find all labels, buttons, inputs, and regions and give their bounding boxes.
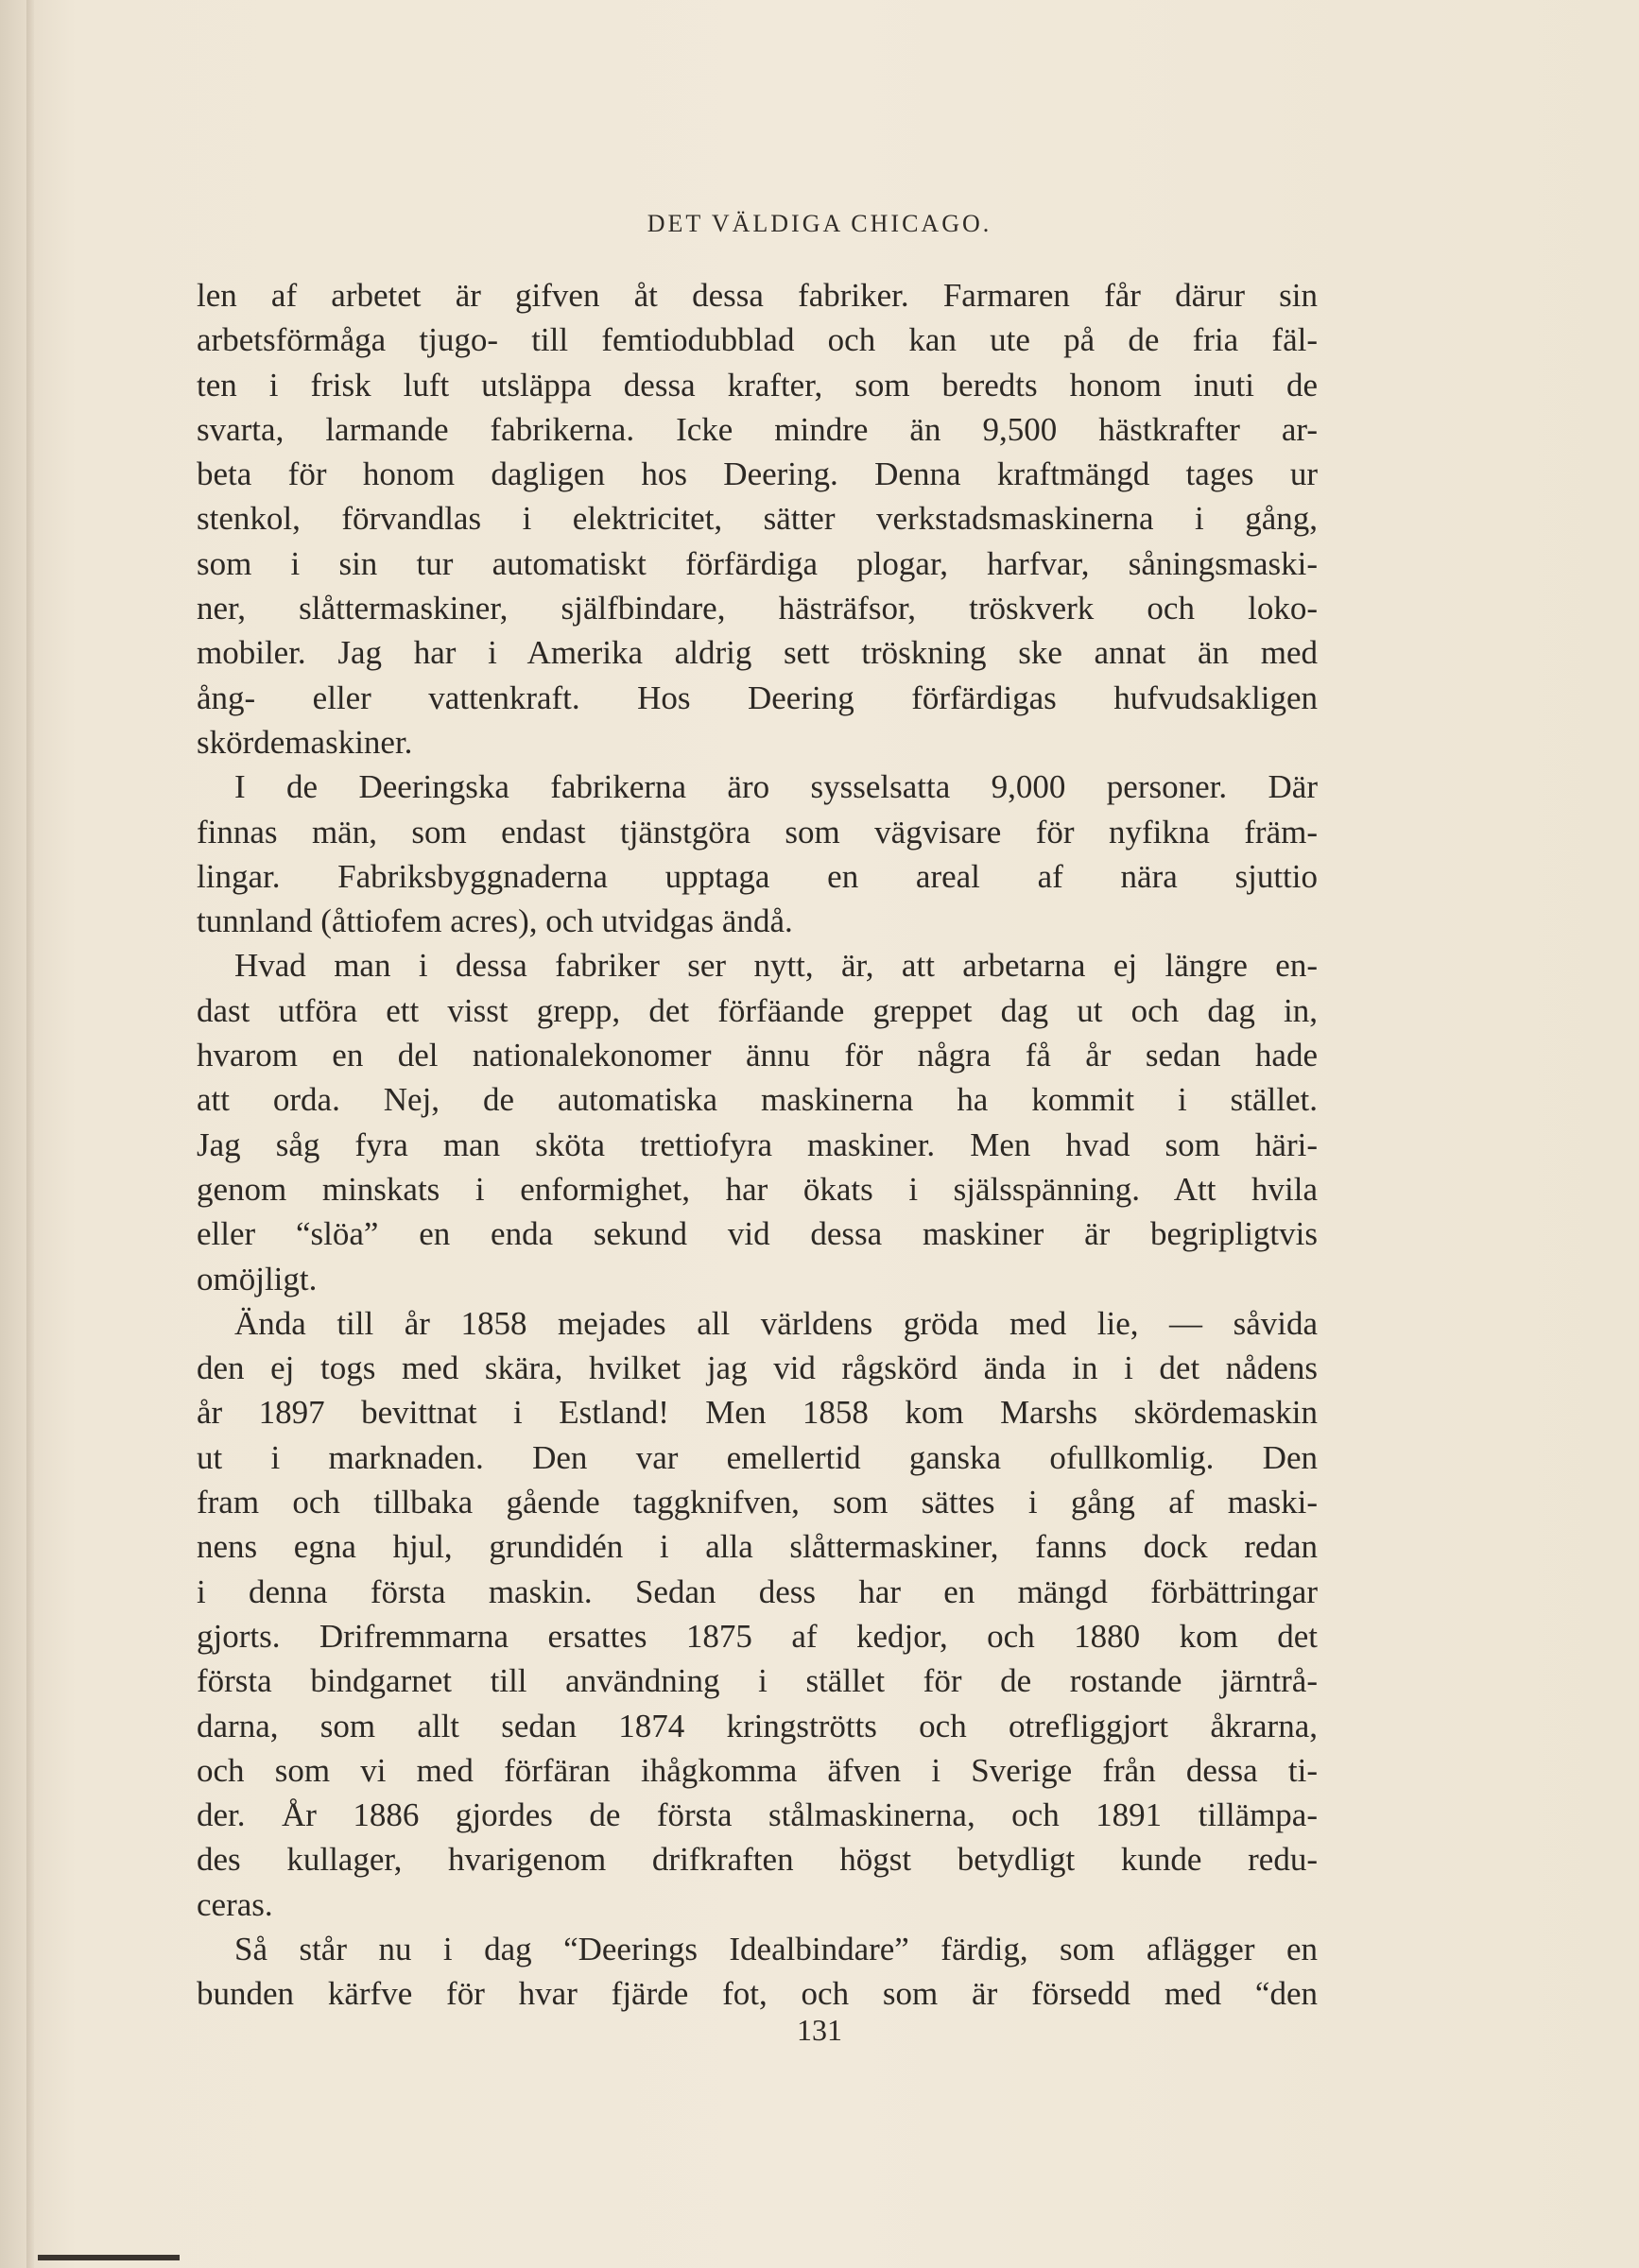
text-line: år 1897 bevittnat i Estland! Men 1858 kom Marshs skördemaskin (197, 1394, 1318, 1432)
text-line: nens egna hjul, grundidén i alla slåttermaskiner, fanns dock redan (197, 1528, 1318, 1566)
text-line: skördemaskiner. (197, 723, 413, 761)
text-line: fram och tillbaka gående taggknifven, som sättes i gång af maski- (197, 1484, 1318, 1521)
text-line: hvarom en del nationalekonomer ännu för några få år sedan hade (197, 1037, 1318, 1074)
text-line: mobiler. Jag har i Amerika aldrig sett tröskning ske annat än med (197, 634, 1318, 672)
text-line: Jag såg fyra man sköta trettiofyra maskiner. Men hvad som häri- (197, 1125, 1318, 1163)
body-text (197, 273, 1318, 2017)
page-edge-mark (38, 2255, 180, 2260)
text-line: len af arbetet är gifven åt dessa fabriker. Farmaren får därur sin (197, 277, 1318, 314)
text-line: arbetsförmåga tjugo- till femtiodubblad och kan ute på de fria fäl- (197, 321, 1318, 359)
text-line: svarta, larmande fabrikerna. Icke mindre än 9,500 hästkrafter ar- (197, 410, 1318, 448)
text-line: omöjligt. (197, 1260, 318, 1297)
text-line: genom minskats i enformighet, har ökats i själsspänning. Att hvila (197, 1170, 1318, 1208)
text-line: gjorts. Drifremmarna ersattes 1875 af kedjor, och 1880 kom det (197, 1617, 1318, 1655)
text-line: darna, som allt sedan 1874 kringströtts och otrefliggjort åkrarna, (197, 1707, 1318, 1744)
page-gutter-shadow (26, 0, 34, 2268)
text-line: ten i frisk luft utsläppa dessa krafter, som beredts honom inuti de (197, 366, 1318, 404)
running-head: DET VÄLDIGA CHICAGO. (647, 210, 992, 237)
text-line: Så står nu i dag “Deerings Idealbindare” färdig, som aflägger en (234, 1930, 1318, 1967)
text-line: finnas män, som endast tjänstgöra som vägvisare för nyfikna främ- (197, 813, 1318, 850)
text-line: des kullager, hvarigenom drifkraften högst betydligt kunde redu- (197, 1841, 1318, 1879)
text-line: som i sin tur automatiskt förfärdiga plogar, harfvar, såningsmaski- (197, 544, 1318, 582)
text-line: Ända till år 1858 mejades all världens gröda med lie, — såvida (234, 1304, 1318, 1342)
text-line: ut i marknaden. Den var emellertid ganska ofullkomlig. Den (197, 1438, 1318, 1476)
text-line: lingar. Fabriksbyggnaderna upptaga en areal af nära sjuttio (197, 857, 1318, 895)
text-line: beta för honom dagligen hos Deering. Denna kraftmängd tages ur (197, 455, 1318, 493)
text-line: tunnland (åttiofem acres), och utvidgas ändå. (197, 902, 793, 940)
text-line: Hvad man i dessa fabriker ser nytt, är, att arbetarna ej längre en- (234, 947, 1318, 985)
text-line: stenkol, förvandlas i elektricitet, sätter verkstadsmaskinerna i gång, (197, 500, 1318, 538)
text-line: der. År 1886 gjordes de första stålmaskinerna, och 1891 tillämpa- (197, 1796, 1318, 1834)
text-line: och som vi med förfäran ihågkomma äfven i Sverige från dessa ti- (197, 1751, 1318, 1789)
text-line: den ej togs med skära, hvilket jag vid rågskörd ända in i det nådens (197, 1349, 1318, 1387)
text-line: i denna första maskin. Sedan dess har en mängd förbättringar (197, 1572, 1318, 1610)
text-line: ceras. (197, 1885, 273, 1923)
text-line: bunden kärfve för hvar fjärde fot, och som är försedd med “den (197, 1975, 1318, 2013)
text-line: eller “slöa” en enda sekund vid dessa maskiner är begripligtvis (197, 1215, 1318, 1253)
text-line: I de Deeringska fabrikerna äro sysselsatta 9,000 personer. Där (234, 768, 1318, 806)
text-line: dast utföra ett visst grepp, det förfäande greppet dag ut och dag in, (197, 991, 1318, 1029)
text-line: ner, slåttermaskiner, själfbindare, hästräfsor, tröskverk och loko- (197, 590, 1318, 627)
text-line: att orda. Nej, de automatiska maskinerna ha kommit i stället. (197, 1081, 1318, 1119)
page-number: 131 (797, 2013, 842, 2047)
text-line: ång- eller vattenkraft. Hos Deering förfärdigas hufvudsakligen (197, 679, 1318, 716)
text-line: första bindgarnet till användning i stället för de rostande järntrå- (197, 1662, 1318, 1700)
